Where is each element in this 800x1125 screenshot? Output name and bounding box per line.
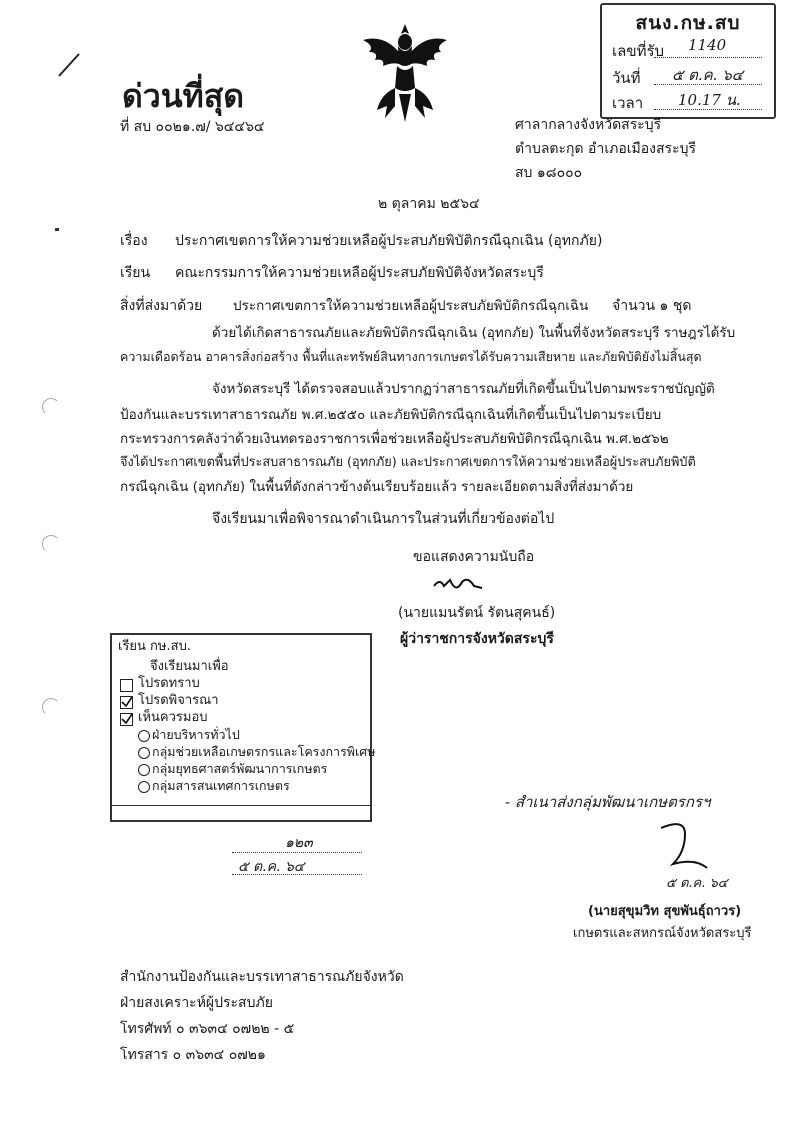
- closing-text: ขอแสดงความนับถือ: [413, 549, 535, 565]
- signer-name: (นายแมนรัตน์ รัตนสุคนธ์): [398, 605, 556, 621]
- receipt-stamp: [600, 3, 776, 119]
- unit-radio[interactable]: [138, 764, 150, 776]
- routing-divider: [112, 805, 370, 806]
- subject-label: เรื่อง: [120, 233, 148, 249]
- punch-hole-mark: [42, 398, 60, 416]
- governor-signature: [430, 572, 500, 602]
- subject-text: ประกาศเขตการให้ความช่วยเหลือผู้ประสบภัยพิบัติกรณีฉุกเฉิน (อุทกภัย): [175, 233, 603, 249]
- body-paragraph-line: จึงเรียนมาเพื่อพิจารณาดำเนินการในส่วนที่เกี่ยวข้องต่อไป: [212, 511, 555, 527]
- enclosure-quantity: จำนวน ๑ ชุด: [612, 298, 692, 314]
- ink-dot: [55, 228, 59, 231]
- routing-unit-label: กลุ่มช่วยเหลือเกษตรกรและโครงการพิเศษ: [152, 744, 376, 759]
- urgency-label: ด่วนที่สุด: [122, 77, 245, 115]
- footer-line: โทรสาร ๐ ๓๖๓๔ ๐๗๒๑: [120, 1047, 266, 1063]
- body-paragraph-line: ด้วยได้เกิดสาธารณภัยและภัยพิบัติกรณีฉุกเฉิน (อุทกภัย) ในพื้นที่จังหวัดสระบุรี ราษฎรได้รับ: [212, 325, 736, 341]
- approver-title: เกษตรและสหกรณ์จังหวัดสระบุรี: [573, 926, 752, 941]
- stamp-date-label: วันที่: [612, 69, 641, 87]
- body-paragraph-line: จึงได้ประกาศเขตพื้นที่ประสบสาธารณภัย (อุทกภัย) และประกาศเขตการให้ความช่วยเหลือผู้ประสบภัยพิบัติ: [120, 455, 696, 470]
- stamp-time-label: เวลา: [612, 94, 644, 112]
- garuda-emblem: [355, 22, 455, 124]
- body-paragraph-line: กระทรวงการคลังว่าด้วยเงินทดรองราชการเพื่อช่วยเหลือผู้ประสบภัยพิบัติกรณีฉุกเฉิน พ.ศ.๒๕๖๒: [120, 431, 669, 447]
- enclosure-text: ประกาศเขตการให้ความช่วยเหลือผู้ประสบภัยพิบัติกรณีฉุกเฉิน: [233, 298, 589, 314]
- routing-date-line: [232, 874, 362, 875]
- approver-name: (นายสุขุมวิท สุขพันธุ์ถาวร): [588, 904, 742, 919]
- routing-header: เรียน กษ.สบ.: [118, 639, 191, 654]
- routing-option-label: โปรดทราบ: [138, 676, 200, 691]
- issuer-address-line: ตำบลตะกุด อำเภอเมืองสระบุรี: [515, 141, 696, 157]
- body-paragraph-line: ความเดือดร้อน อาคารสิ่งก่อสร้าง พื้นที่และทรัพย์สินทางการเกษตรได้รับความเสียหาย และภัยพิบัติยังไม่สิ้นสุด: [120, 349, 702, 364]
- recipient-label: เรียน: [120, 265, 151, 281]
- stamp-org: สนง.กษ.สบ: [635, 12, 741, 34]
- stamp-time-value: 10.17 น.: [678, 91, 741, 109]
- enclosure-label: สิ่งที่ส่งมาด้วย: [120, 298, 203, 314]
- stamp-receive-label: เลขที่รับ: [612, 42, 665, 60]
- routing-initials-line: [232, 852, 362, 853]
- body-paragraph-line: จังหวัดสระบุรี ได้ตรวจสอบแล้วปรากฏว่าสาธารณภัยที่เกิดขึ้นเป็นไปตามพระราชบัญญัติ: [212, 381, 715, 397]
- routing-unit-label: กลุ่มยุทธศาสตร์พัฒนาการเกษตร: [152, 761, 328, 776]
- document-date: ๒ ตุลาคม ๒๕๖๔: [378, 196, 480, 212]
- stamp-date-value: ๕ ต.ค. ๖๔: [672, 66, 744, 84]
- routing-initials: ๑๒๓: [285, 835, 313, 851]
- approver-date: ๕ ต.ค. ๖๔: [666, 876, 728, 891]
- issuer-address-line: ศาลากลางจังหวัดสระบุรี: [515, 117, 662, 133]
- stamp-receive-number: 1140: [688, 36, 727, 54]
- unit-radio[interactable]: [138, 730, 150, 742]
- stamp-line: [654, 57, 762, 58]
- unit-radio[interactable]: [138, 781, 150, 793]
- checkbox-checked[interactable]: [120, 713, 133, 726]
- document-reference: ที่ สบ ๐๐๒๑.๗/ ๖๔๔๖๔: [120, 119, 265, 135]
- recipient-text: คณะกรรมการให้ความช่วยเหลือผู้ประสบภัยพิบัติจังหวัดสระบุรี: [175, 265, 544, 281]
- footer-line: ฝ่ายสงเคราะห์ผู้ประสบภัย: [120, 995, 273, 1011]
- signer-title: ผู้ว่าราชการจังหวัดสระบุรี: [400, 631, 554, 647]
- routing-option-label: โปรดพิจารณา: [138, 693, 219, 708]
- routing-date: ๕ ต.ค. ๖๔: [238, 859, 305, 875]
- punch-hole-mark: [42, 698, 60, 716]
- unit-radio[interactable]: [138, 747, 150, 759]
- body-paragraph-line: ป้องกันและบรรเทาสาธารณภัย พ.ศ.๒๕๕๐ และภัยพิบัติกรณีฉุกเฉินที่เกิดขึ้นเป็นไปตามระเบียบ: [120, 407, 662, 423]
- routing-box: [110, 633, 376, 822]
- body-paragraph-line: กรณีฉุกเฉิน (อุทกภัย) ในพื้นที่ดังกล่าวข้างต้นเรียบร้อยแล้ว รายละเอียดตามสิ่งที่ส่งมาด้วย: [120, 479, 634, 495]
- routing-unit-label: ฝ่ายบริหารทั่วไป: [152, 727, 240, 742]
- footer-line: สำนักงานป้องกันและบรรเทาสาธารณภัยจังหวัด: [120, 969, 404, 985]
- routing-unit-label: กลุ่มสารสนเทศการเกษตร: [152, 778, 290, 793]
- routing-sub: จึงเรียนมาเพื่อ: [150, 659, 229, 674]
- handwritten-note: - สำเนาส่งกลุ่มพัฒนาเกษตรกรฯ: [505, 793, 711, 811]
- punch-hole-mark: [42, 535, 60, 553]
- pen-stroke-mark: [55, 50, 85, 80]
- routing-option-label: เห็นควรมอบ: [138, 710, 208, 725]
- checkbox-unchecked[interactable]: [120, 679, 133, 692]
- checkbox-checked[interactable]: [120, 696, 133, 709]
- issuer-address-line: สบ ๑๘๐๐๐: [515, 165, 583, 181]
- footer-line: โทรศัพท์ ๐ ๓๖๓๔ ๐๗๒๒ - ๕: [120, 1021, 295, 1037]
- approver-signature: [655, 820, 715, 880]
